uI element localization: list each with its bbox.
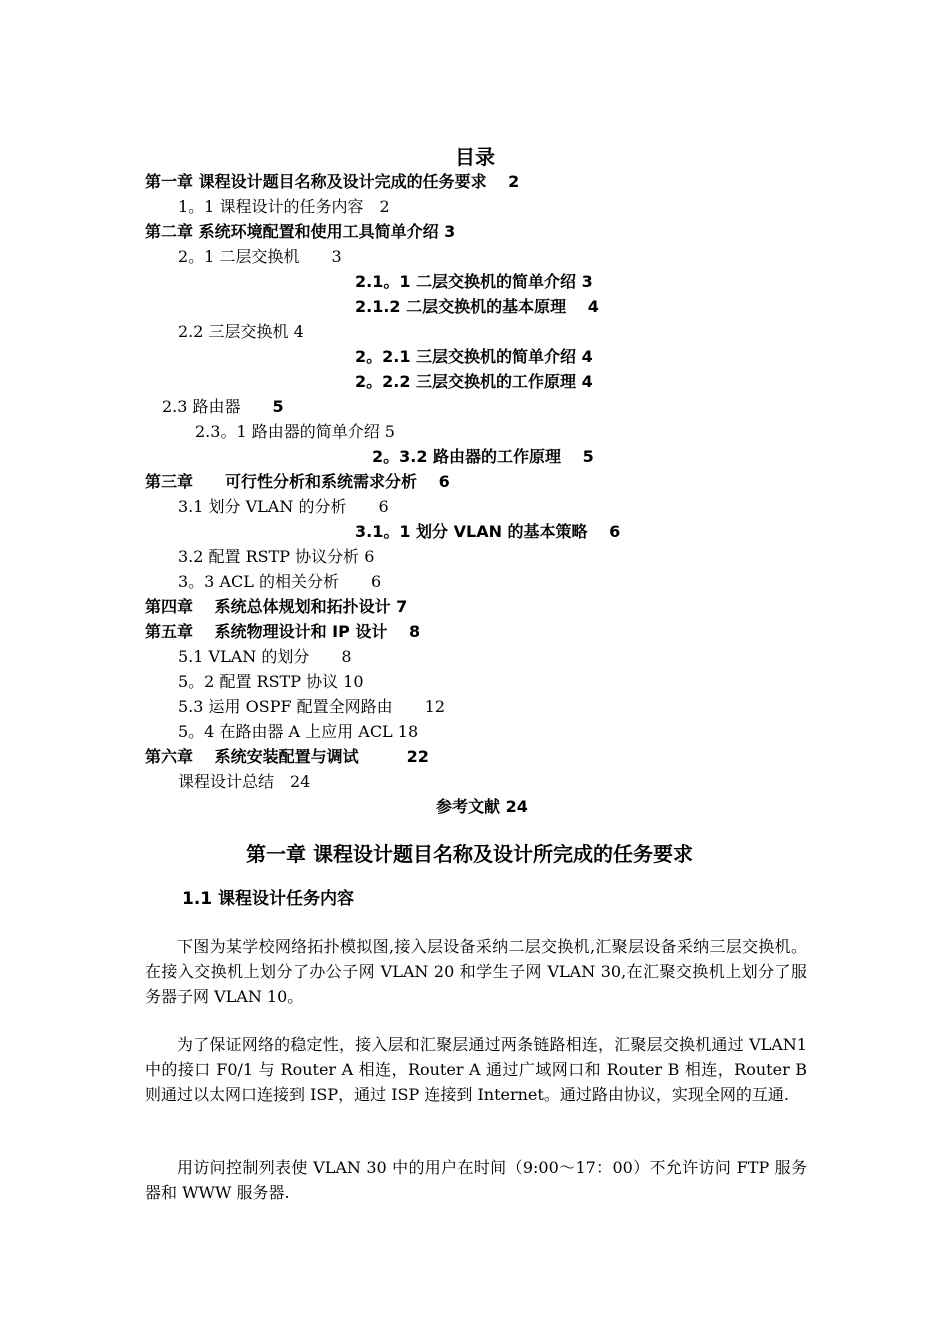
toc-entry-2-1: 2。1 二层交换机 3 [178,247,342,266]
toc-entry-chapter-6: 第六章 系统安装配置与调试 22 [145,747,429,766]
toc-entry-5-2: 5。2 配置 RSTP 协议 10 [178,672,364,691]
toc-entry-5-4: 5。4 在路由器 A 上应用 ACL 18 [178,722,419,741]
toc-entry-chapter-1: 第一章 课程设计题目名称及设计完成的任务要求 2 [145,172,520,191]
toc-entry-5-1: 5.1 VLAN 的划分 8 [178,647,352,666]
toc-entry-5-3: 5.3 运用 OSPF 配置全网路由 12 [178,697,446,716]
toc-entry-2-3-1: 2.3。1 路由器的简单介绍 5 [195,422,395,441]
toc-entry-2-3-page: 5 [272,397,284,416]
body-paragraph: 用访问控制列表使 VLAN 30 中的用户在时间（9:00～17：00）不允许访问 FTP 服务器和 WWW 服务器. [145,1158,807,1202]
toc-entry-3-1: 3.1 划分 VLAN 的分析 6 [178,497,389,516]
toc-entry-2-2-2: 2。2.2 三层交换机的工作原理 4 [355,372,593,391]
toc-entry-2-2-1: 2。2.1 三层交换机的简单介绍 4 [355,347,593,366]
toc-entry-references: 参考文献 24 [436,797,528,816]
toc-entry-chapter-3: 第三章 可行性分析和系统需求分析 6 [145,472,450,491]
toc-entry-2-1-2: 2.1.2 二层交换机的基本原理 4 [355,297,599,316]
section-1-1-heading: 1.1 课程设计任务内容 [182,889,355,909]
toc-entry-chapter-2: 第二章 系统环境配置和使用工具简单介绍 3 [145,222,456,241]
toc-entry-3-1-1: 3.1。1 划分 VLAN 的基本策略 6 [355,522,621,541]
toc-title: 目录 [455,145,495,169]
toc-entry-3-2: 3.2 配置 RSTP 协议分析 6 [178,547,375,566]
toc-entry-1-1: 1。1 课程设计的任务内容 2 [178,197,390,216]
chapter-1-heading: 第一章 课程设计题目名称及设计所完成的任务要求 [246,842,693,866]
body-paragraph: 下图为某学校网络拓扑模拟图,接入层设备采纳二层交换机,汇聚层设备采纳三层交换机。在接入交换机上划分了办公子网 VLAN 20 和学生子网 VLAN 30,在汇聚交换机上划分了服务器子网 VLAN 10。 [145,937,807,1006]
body-paragraph: 为了保证网络的稳定性，接入层和汇聚层通过两条链路相连，汇聚层交换机通过 VLAN1 中的接口 F0/1 与 Router A 相连，Router A 通过广域网口和 Router B 相连，Router B 则通过以太网口连接到 ISP，通过 ISP 连接到 Internet。通过路由协议，实现全网的互通. [145,1035,807,1104]
toc-entry-2-3 [162,397,284,417]
toc-entry-chapter-5: 第五章 系统物理设计和 IP 设计 8 [145,622,421,641]
toc-entry-2-3-2: 2。3.2 路由器的工作原理 5 [372,447,594,466]
toc-entry-chapter-4: 第四章 系统总体规划和拓扑设计 7 [145,597,408,616]
toc-entry-2-2: 2.2 三层交换机 4 [178,322,304,341]
toc-entry-summary: 课程设计总结 24 [178,772,311,791]
toc-entry-2-3-label: 2.3 路由器 [162,397,273,416]
toc-entry-2-1-1: 2.1。1 二层交换机的简单介绍 3 [355,272,593,291]
toc-entry-3-3: 3。3 ACL 的相关分析 6 [178,572,382,591]
